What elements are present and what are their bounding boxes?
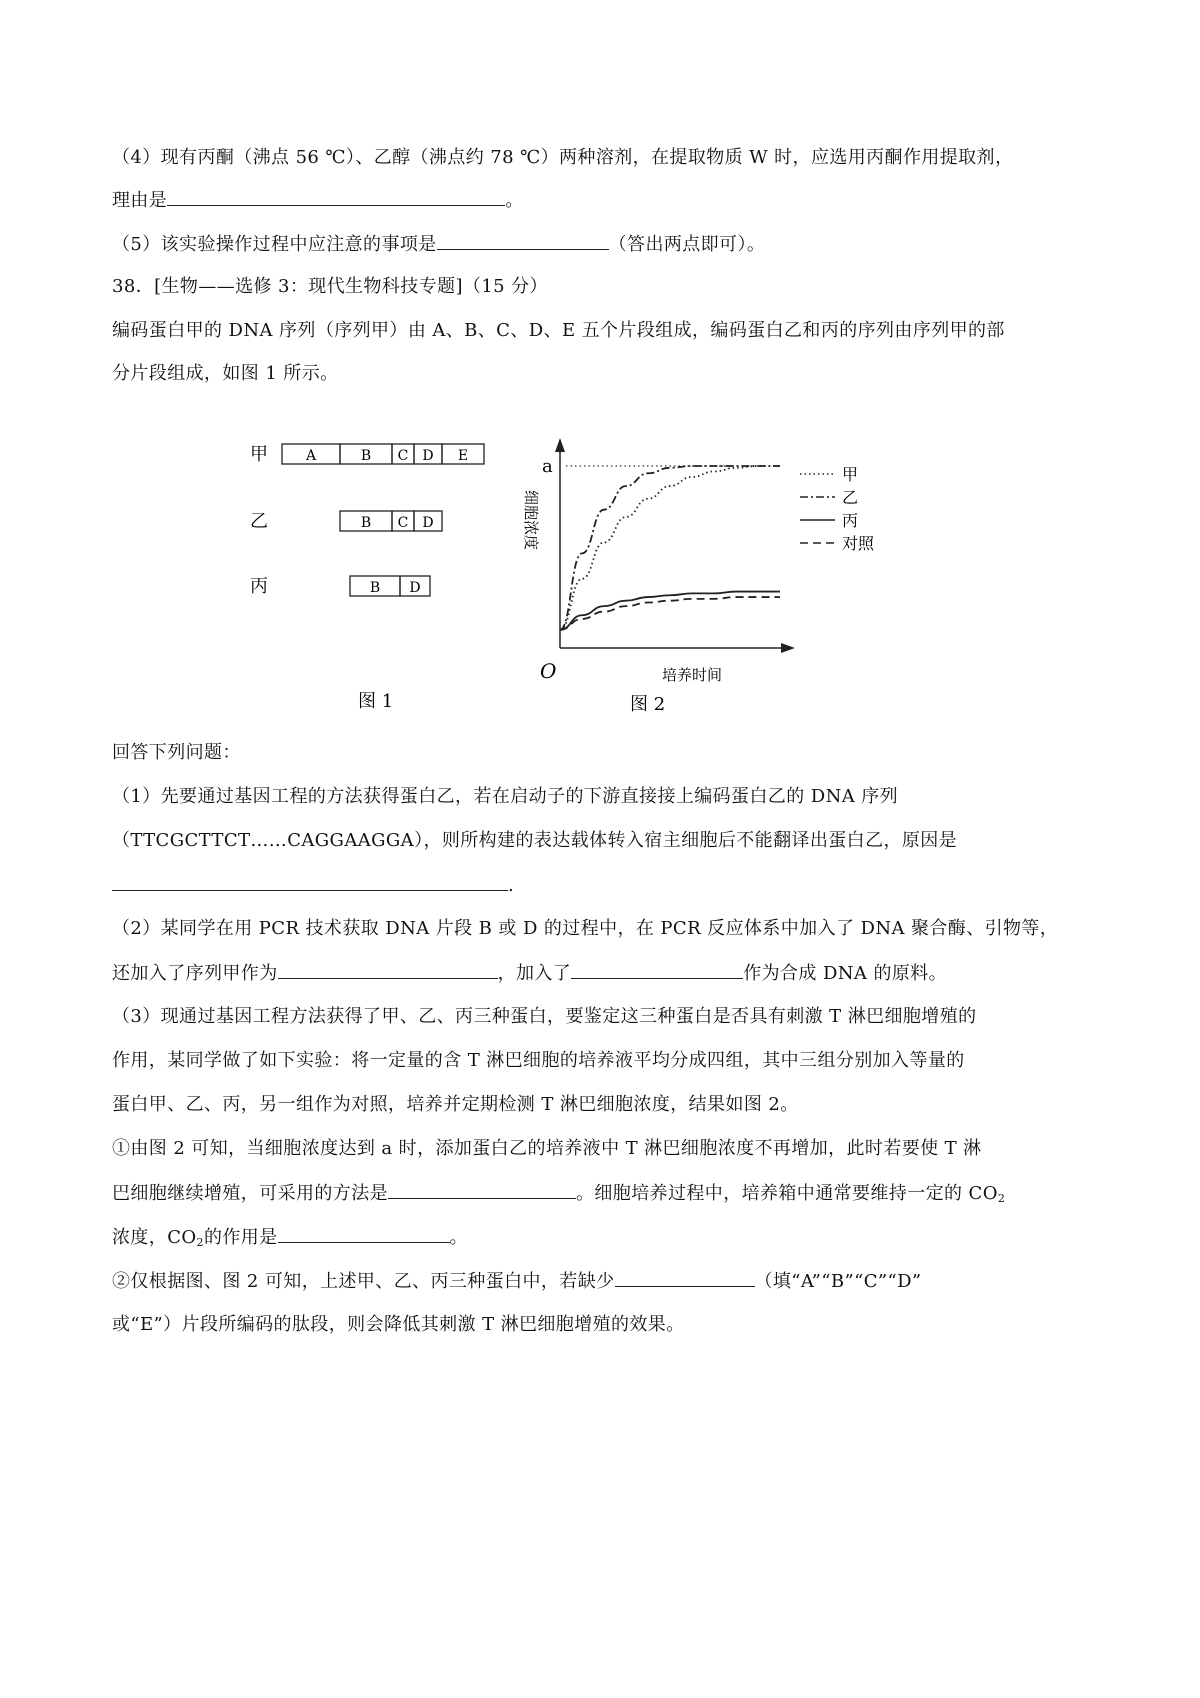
figures-svg: [250, 430, 950, 720]
q3-sub1-line2: [112, 1180, 1005, 1212]
fig1-segment-A: A: [305, 448, 317, 464]
q3-sub1-line3-part-a: 浓度，CO: [112, 1227, 197, 1248]
fig2-y-axis-label: 细胞浓度: [522, 490, 540, 551]
q3-sub2-line2: 或“E”）片段所编码的肽段，则会降低其刺激 T 淋巴细胞增殖的效果。: [112, 1314, 685, 1335]
fig2-a-label: a: [542, 456, 553, 477]
fig1-yi-segment-C: C: [397, 515, 409, 531]
q3-sub1-answer-blank-2[interactable]: [278, 1224, 450, 1243]
q2-answer-blank-2[interactable]: [571, 960, 743, 979]
q3-sub1-line3: [112, 1224, 468, 1256]
figures-area: [250, 430, 950, 724]
q3-sub2-line1-suffix: （填“A”“B”“C”“D”: [754, 1271, 922, 1292]
figure2: [522, 438, 875, 715]
figure1: [250, 444, 484, 712]
q2-answer-blank-1[interactable]: [278, 960, 498, 979]
q2-line2-part-c: 作为合成 DNA 的原料。: [743, 963, 948, 984]
fig1-row-bing-label: 丙: [250, 576, 268, 597]
answer-prompt: 回答下列问题：: [112, 742, 241, 763]
q4-line1: （4）现有丙酮（沸点 56 ℃）、乙醇（沸点约 78 ℃）两种溶剂，在提取物质 W 时，应选用丙酮作用提取剂，: [112, 147, 1014, 168]
fig2-y-axis-arrow: [555, 438, 565, 452]
fig2-series-jia: [560, 466, 780, 630]
q5-answer-blank[interactable]: [437, 231, 609, 250]
fig1-segment-C: C: [397, 448, 409, 464]
fig1-yi-segment-B: B: [360, 515, 372, 531]
q3-line1: （3）现通过基因工程方法获得了甲、乙、丙三种蛋白，要鉴定这三种蛋白是否具有刺激 T 淋巴细胞增殖的: [112, 1006, 977, 1027]
legend-bing-label: 丙: [842, 511, 859, 530]
legend-yi-label: 乙: [842, 488, 859, 507]
q4-line2-suffix: 。: [505, 190, 524, 211]
fig1-segment-D: D: [422, 448, 434, 464]
q5-line: [112, 231, 765, 258]
fig1-bing-segment-D: D: [409, 580, 421, 596]
q3-sub2-line1: [112, 1268, 922, 1295]
q3-sub2-answer-blank[interactable]: [615, 1268, 755, 1287]
q4-answer-blank[interactable]: [167, 187, 505, 206]
q3-sub2-line1-prefix: ②仅根据图、图 2 可知，上述甲、乙、丙三种蛋白中，若缺少: [112, 1271, 615, 1292]
q1-line3-suffix: .: [508, 875, 515, 896]
fig2-series-bing: [560, 592, 780, 630]
legend-control-label: 对照: [842, 534, 875, 553]
fig1-yi-segment-D: D: [422, 515, 434, 531]
fig2-legend: [800, 465, 875, 553]
fig1-caption: 图 1: [358, 691, 394, 712]
fig1-row-jia-label: 甲: [250, 444, 268, 465]
q2-line2: [112, 960, 947, 987]
q3-sub1-line2-suffix: 。细胞培养过程中，培养箱中通常要维持一定的 CO: [576, 1183, 998, 1204]
q3-sub1-line3-part-b: 的作用是: [203, 1227, 278, 1248]
q2-line2-part-b: ，加入了: [497, 963, 572, 984]
fig2-series-yi: [560, 466, 780, 630]
fig2-x-axis-label: 培养时间: [662, 666, 723, 684]
q1-line2: （TTCGCTTCT……CAGGAAGGA），则所构建的表达载体转入宿主细胞后不能翻译出蛋白乙，原因是: [112, 830, 958, 851]
fig2-caption: 图 2: [630, 694, 666, 715]
q4-line2-prefix: 理由是: [112, 190, 168, 211]
q2-line2-part-a: 还加入了序列甲作为: [112, 963, 278, 984]
q1-line3: [112, 872, 514, 899]
q1-answer-blank[interactable]: [112, 872, 508, 891]
fig2-series-control: [560, 597, 780, 630]
q38-heading: 38．[生物——选修 3：现代生物科技专题]（15 分）: [112, 276, 548, 297]
fig2-x-axis-arrow: [781, 643, 795, 653]
fig1-segment-E: E: [457, 448, 469, 464]
q3-sub1-line2-prefix: 巴细胞继续增殖，可采用的方法是: [112, 1183, 388, 1204]
q5-suffix: （答出两点即可）。: [608, 234, 766, 255]
fig1-row-yi-label: 乙: [250, 511, 268, 532]
q3-line2: 作用，某同学做了如下实验：将一定量的含 T 淋巴细胞的培养液平均分成四组，其中三组分别加入等量的: [112, 1050, 965, 1071]
q38-intro-line2: 分片段组成，如图 1 所示。: [112, 363, 339, 384]
q2-line1: （2）某同学在用 PCR 技术获取 DNA 片段 B 或 D 的过程中，在 PCR 反应体系中加入了 DNA 聚合酶、引物等，: [112, 918, 1059, 939]
fig1-bing-segment-B: B: [369, 580, 381, 596]
q3-sub1-line3-suffix: 。: [449, 1227, 468, 1248]
q38-intro-line1: 编码蛋白甲的 DNA 序列（序列甲）由 A、B、C、D、E 五个片段组成，编码蛋白乙和丙的序列由序列甲的部: [112, 320, 1005, 341]
co2-subscript-2: 2: [196, 1236, 204, 1249]
q3-sub1-line1: ①由图 2 可知，当细胞浓度达到 a 时，添加蛋白乙的培养液中 T 淋巴细胞浓度不再增加，此时若要使 T 淋: [112, 1138, 982, 1159]
co2-subscript: 2: [997, 1192, 1006, 1205]
fig1-segment-B: B: [360, 448, 372, 464]
q1-line1: （1）先要通过基因工程的方法获得蛋白乙，若在启动子的下游直接接上编码蛋白乙的 DNA 序列: [112, 786, 899, 807]
q3-sub1-answer-blank-1[interactable]: [388, 1180, 576, 1199]
q5-prefix: （5）该实验操作过程中应注意的事项是: [112, 234, 437, 255]
q3-line3: 蛋白甲、乙、丙，另一组作为对照，培养并定期检测 T 淋巴细胞浓度，结果如图 2。: [112, 1094, 799, 1115]
fig2-origin-label: O: [540, 659, 557, 683]
legend-jia-label: 甲: [842, 465, 859, 484]
q4-line2: [112, 187, 524, 214]
